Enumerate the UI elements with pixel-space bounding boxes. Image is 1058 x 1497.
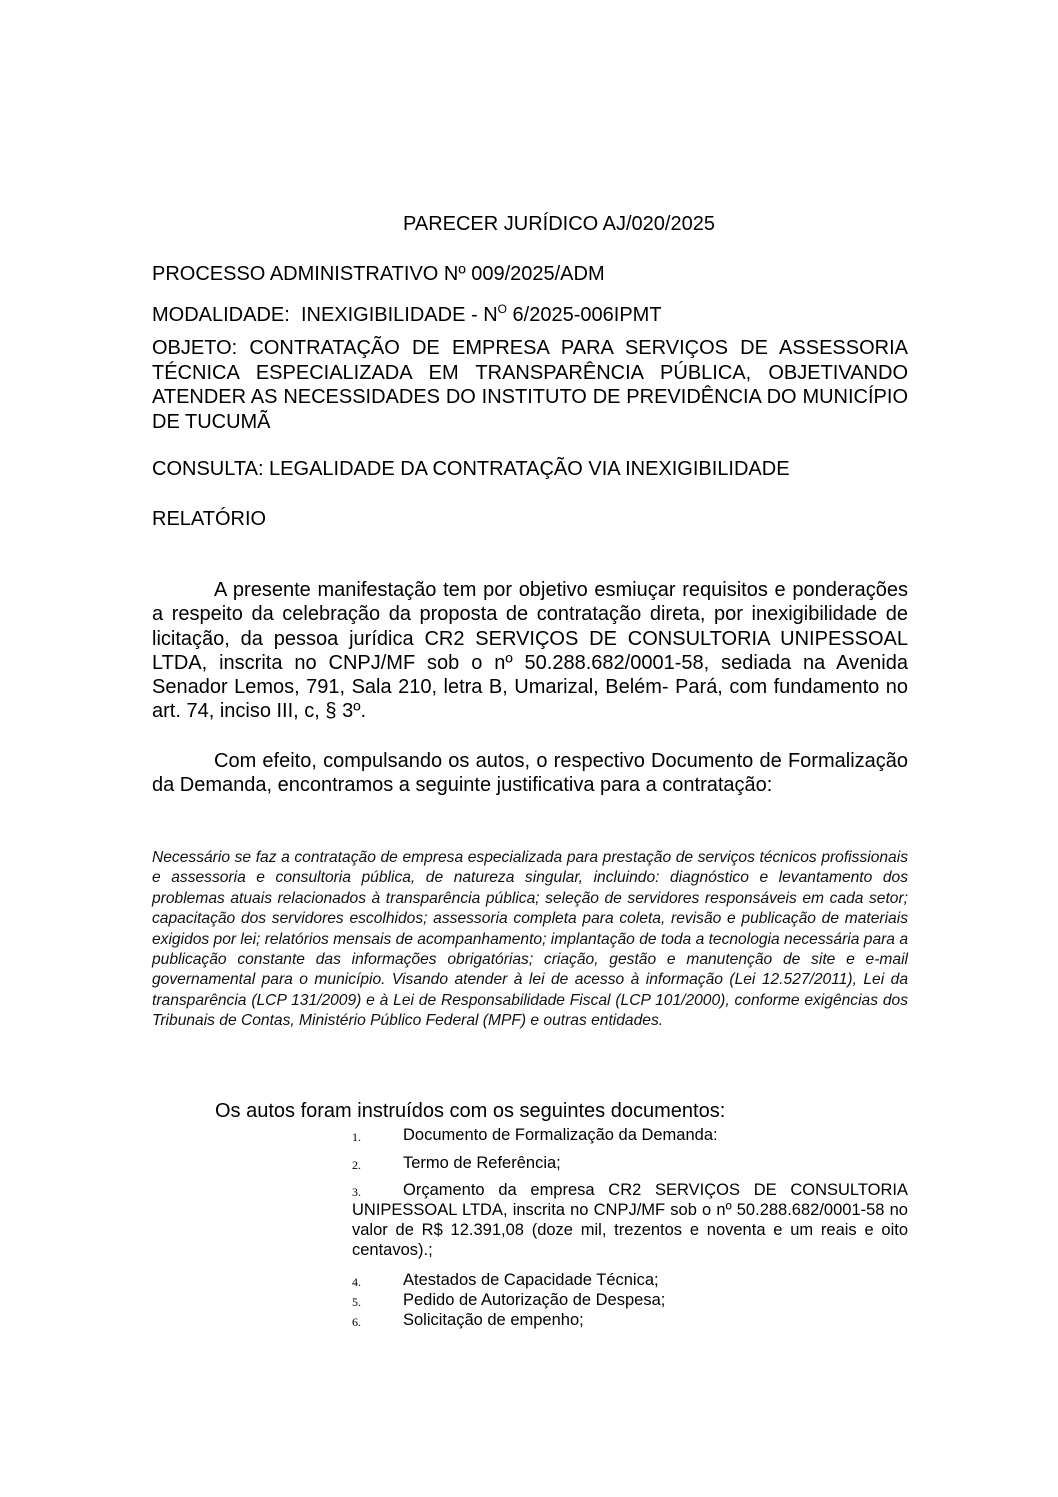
paragraph-1: A presente manifestação tem por objetivo esmiuçar requisitos e ponderações a respeito da celebração da proposta de contratação direta, por inexigibilidade de licitação, da pessoa jurídica CR2 SERVIÇOS DE CONSULTORIA UNIPESSOAL LTDA, inscrita no CNPJ/MF sob o nº 50.288.682/0001-58, sediada na Avenida Senador Lemos, 791, Sala 210, letra B, Umarizal, Belém- Pará, com fundamento no art. 74, inciso III, c, § 3º. bbox=[152, 579, 908, 723]
document-list-item bbox=[352, 1125, 908, 1145]
document-title: PARECER JURÍDICO AJ/020/2025 bbox=[403, 213, 715, 235]
modalidade-superscript: O bbox=[497, 302, 507, 316]
list-number: 3. bbox=[352, 1185, 361, 1199]
list-item-text: Atestados de Capacidade Técnica; bbox=[403, 1271, 659, 1289]
document-list-item bbox=[352, 1310, 908, 1330]
list-item-text: Solicitação de empenho; bbox=[403, 1311, 584, 1329]
justification-quote: Necessário se faz a contratação de empresa especializada para prestação de serviços técnicos profissionais e assessoria e consultoria pública, de natureza singular, incluindo: diagnóstico e levantamento dos problemas atuais relacionados à transparência pública; seleção de servidores responsáveis em cada setor; capacitação dos servidores escolhidos; assessoria completa para coleta, revisão e publicação de materiais exigidos por lei; relatórios mensais de acompanhamento; implantação de toda a tecnologia necessária para a publicação constante das informações obrigatórias; criação, gestão e manutenção de site e e-mail governamental para o município. Visando atender à lei de acesso à informação (Lei 12.527/2011), Lei da transparência (LCP 131/2009) e à Lei de Responsabilidade Fiscal (LCP 101/2000), conforme exigências dos Tribunais de Contas, Ministério Público Federal (MPF) e outras entidades. bbox=[152, 849, 908, 1030]
consulta-line: CONSULTA: LEGALIDADE DA CONTRATAÇÃO VIA INEXIGIBILIDADE bbox=[152, 458, 790, 480]
list-number: 1. bbox=[352, 1130, 361, 1144]
list-item-text: Documento de Formalização da Demanda: bbox=[403, 1126, 718, 1144]
paragraph-2: Com efeito, compulsando os autos, o respectivo Documento de Formalização da Demanda, encontramos a seguinte justificativa para a contratação: bbox=[152, 750, 908, 797]
relatorio-heading: RELATÓRIO bbox=[152, 508, 267, 530]
document-list-item bbox=[352, 1290, 908, 1310]
list-number: 5. bbox=[352, 1295, 361, 1309]
list-number: 4. bbox=[352, 1275, 361, 1289]
document-list-item bbox=[352, 1153, 908, 1173]
modalidade-value-prefix: INEXIGIBILIDADE - N bbox=[300, 304, 498, 326]
modalidade-line bbox=[152, 297, 908, 327]
list-number: 2. bbox=[352, 1158, 361, 1172]
list-item-text: Orçamento da empresa CR2 SERVIÇOS DE CONSULTORIA UNIPESSOAL LTDA, inscrita no CNPJ/MF sob o nº 50.288.682/0001-58 no valor de R$ 12.391,08 (doze mil, trezentos e noventa e um reais e oito centavos).; bbox=[352, 1181, 908, 1259]
document-list-item bbox=[352, 1180, 908, 1260]
modalidade-value-suffix: 6/2025-006IPMT bbox=[507, 304, 662, 326]
objeto-paragraph: OBJETO: CONTRATAÇÃO DE EMPRESA PARA SERVIÇOS DE ASSESSORIA TÉCNICA ESPECIALIZADA EM TRANSPARÊNCIA PÚBLICA, OBJETIVANDO ATENDER AS NECESSIDADES DO INSTITUTO DE PREVIDÊNCIA DO MUNICÍPIO DE TUCUMÃ bbox=[152, 337, 908, 433]
modalidade-label: MODALIDADE: bbox=[152, 304, 290, 326]
processo-line: PROCESSO ADMINISTRATIVO Nº 009/2025/ADM bbox=[152, 263, 605, 285]
document-list-item bbox=[352, 1270, 908, 1290]
list-number: 6. bbox=[352, 1315, 361, 1329]
documents-intro: Os autos foram instruídos com os seguintes documentos: bbox=[215, 1100, 726, 1122]
list-item-text: Termo de Referência; bbox=[403, 1154, 561, 1172]
list-item-text: Pedido de Autorização de Despesa; bbox=[403, 1291, 666, 1309]
